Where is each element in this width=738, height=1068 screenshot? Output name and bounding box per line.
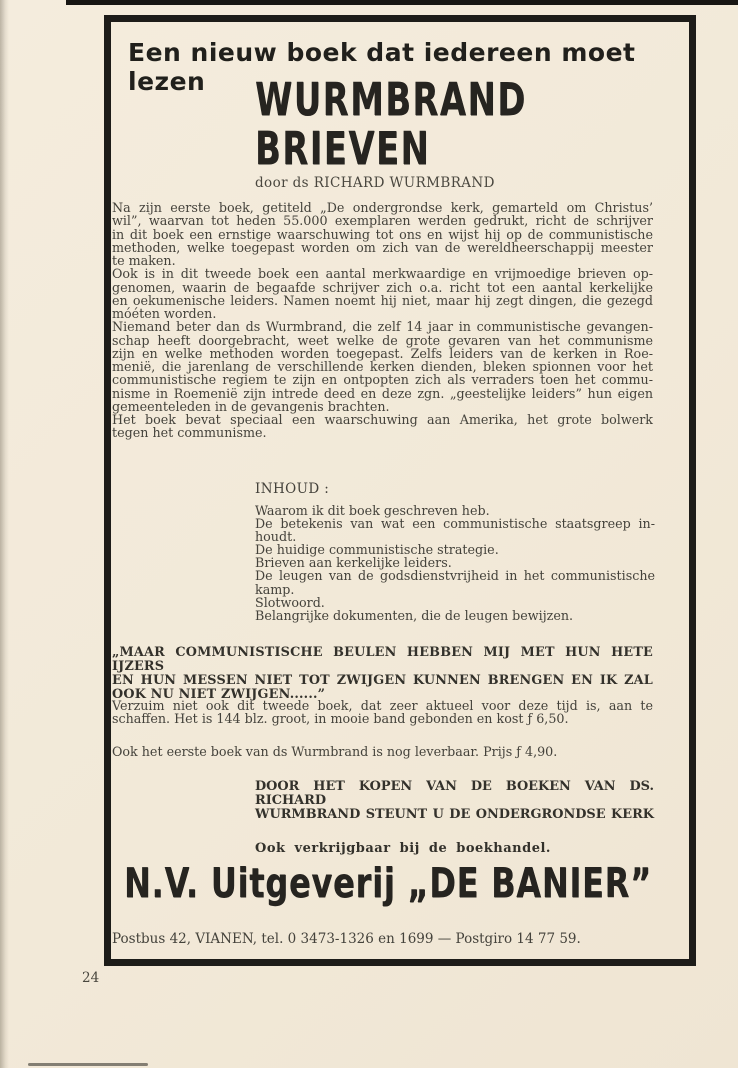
retail-note: Ook verkrijgbaar bij de boekhandel. <box>255 841 551 856</box>
contents-list: Waarom ik dit boek geschreven heb. De betekenis van wat een communistische staatsgreep in- houdt. De huidige communistische strategie. Brieven aan kerkelijke leiders. De leugen van de godsdienstvrijheid in het communistische kamp. Slotwoord. Belangrijke dokumenten, die de leugen bewijzen. <box>255 503 655 623</box>
scan-edge-left <box>0 0 9 1068</box>
contents-heading: INHOUD : <box>255 481 330 497</box>
book-title-line2: BRIEVEN <box>255 122 431 175</box>
order-paragraph: Verzuim niet ook dit tweede boek, dat zeer aktueel voor deze tijd is, aan te schaffen. Het is 144 blz. groot, in mooie band gebonden en kost ƒ 6,50. <box>112 698 653 727</box>
publisher-address: Postbus 42, VIANEN, tel. 0 3473-1326 en 1699 — Postgiro 14 77 59. <box>112 931 581 947</box>
book-title-line1: WURMBRAND <box>255 73 527 126</box>
scan-edge-bottom <box>28 1063 148 1066</box>
author-byline: door ds RICHARD WURMBRAND <box>255 175 495 191</box>
author-quote: „MAAR COMMUNISTISCHE BEULEN HEBBEN MIJ MET HUN HETE IJZERS EN HUN MESSEN NIET TOT ZWIJGEN KUNNEN BRENGEN EN IK ZAL OOK NU NIET ZWIJGEN......” <box>112 645 653 702</box>
scan-edge-top <box>66 0 738 5</box>
first-book-note: Ook het eerste boek van ds Wurmbrand is nog leverbaar. Prijs ƒ 4,90. <box>112 744 558 759</box>
publisher-name: N.V. Uitgeverij „DE BANIER” <box>124 859 652 907</box>
support-promo: DOOR HET KOPEN VAN DE BOEKEN VAN DS. RICHARD WURMBRAND STEUNT U DE ONDERGRONDSE KERK <box>255 779 654 822</box>
advert-headline: Een nieuw boek dat iedereen moet lezen <box>128 38 636 96</box>
page-number: 24 <box>82 970 100 986</box>
intro-paragraphs: Na zijn eerste boek, getiteld „De ondergrondse kerk, gemarteld om Christus’ wil”, waarvan tot heden 55.000 exemplaren werden gedrukt, richt de schrijver in dit boek een ernstige waarschuwing tot ons en wijst hij op de communistische methoden, welke toegepast worden om zich van de wereldheerschappij meester te maken. Ook is in dit tweede boek een aantal merkwaardige en vrijmoedige brieven op- genomen, waarin de begaafde schrijver zich o.a. richt tot een aantal kerkelijke en oekumenische leiders. Namen noemt hij niet, maar hij zegt dingen, die gezegd móéten worden. Niemand beter dan ds Wurmbrand, die zelf 14 jaar in communistische gevangen- schap heeft doorgebracht, weet welke de grote gevaren van het communisme zijn en welke methoden worden toegepast. Zelfs leiders van de kerken in Roe- menië, die jarenlang de verschillende kerken dienden, bleken spionnen voor het communistische regiem te zijn en ontpopten zich als verraders toen het commu- nisme in Roemenië zijn intrede deed en deze zgn. „geestelijke leiders” hun eigen gemeenteleden in de gevangenis brachten. Het boek bevat speciaal een waarschuwing aan Amerika, het grote bolwerk tegen het communisme. <box>112 200 653 441</box>
